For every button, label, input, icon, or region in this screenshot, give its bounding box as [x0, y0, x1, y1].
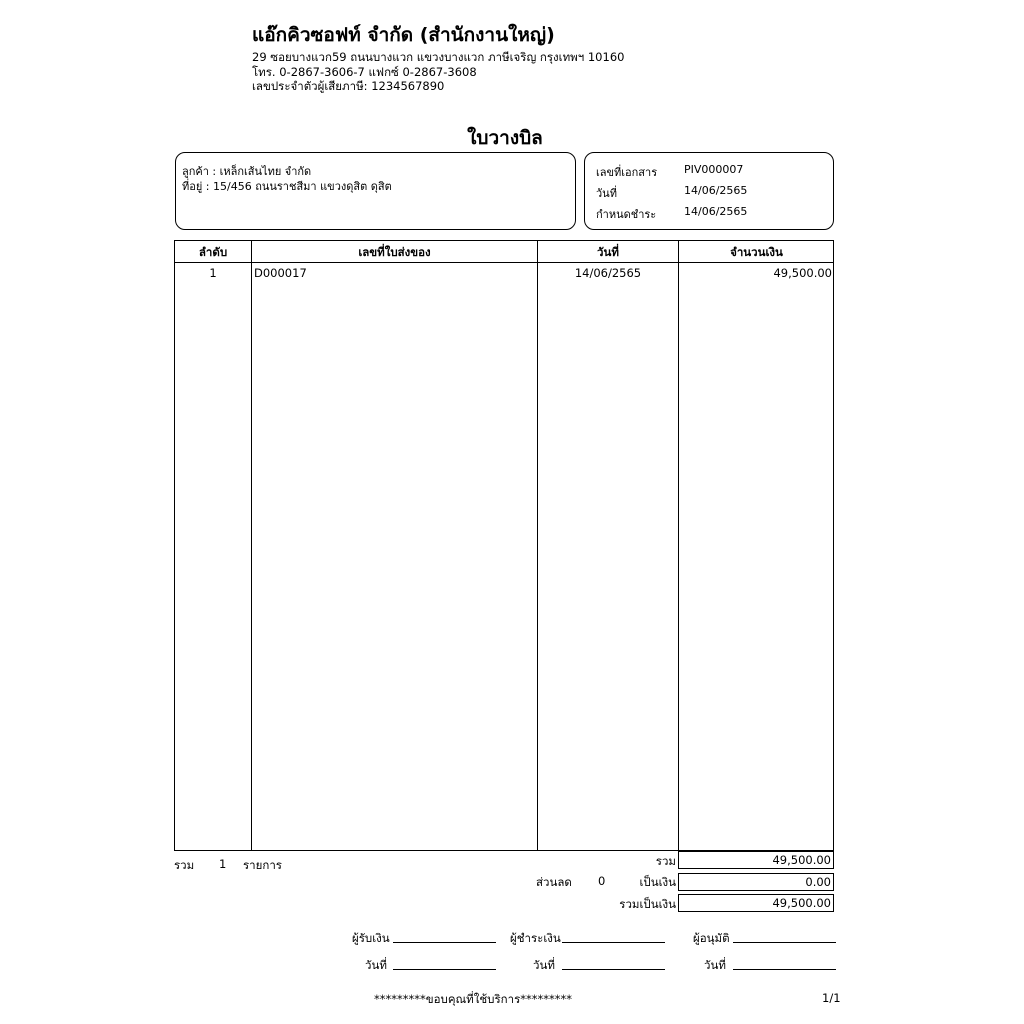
receiver-signature-line — [393, 942, 496, 943]
due-date-label: กำหนดชำระ — [596, 208, 657, 221]
items-label: รายการ — [243, 858, 282, 872]
customer-box — [175, 152, 576, 230]
row-seq: 1 — [209, 266, 217, 280]
discount-amount: 0.00 — [678, 873, 834, 891]
column-divider — [251, 241, 252, 850]
customer-name: ลูกค้า : เหล็กเส้นไทย จำกัด — [182, 165, 312, 178]
item-count: 1 — [219, 857, 227, 871]
company-tax-id: เลขประจำตัวผู้เสียภาษี: 1234567890 — [252, 79, 445, 93]
document-title: ใบวางบิล — [467, 127, 543, 149]
sum-value: 49,500.00 — [678, 851, 834, 869]
doc-date-label: วันที่ — [596, 187, 617, 200]
header-date: วันที่ — [597, 245, 619, 259]
approver-date-line — [733, 969, 836, 970]
doc-date-value: 14/06/2565 — [684, 184, 748, 197]
doc-number-value: PIV000007 — [684, 163, 744, 176]
column-divider — [537, 241, 538, 850]
header-amount: จำนวนเงิน — [730, 245, 783, 259]
company-name: แอ๊กคิวซอฟท์ จำกัด (สำนักงานใหญ่) — [252, 24, 555, 46]
receiver-date-label: วันที่ — [365, 958, 387, 972]
sum-label: รวม — [655, 854, 676, 868]
payer-label: ผู้ชำระเงิน — [510, 931, 561, 945]
header-delivery-no: เลขที่ใบส่งของ — [358, 245, 431, 259]
grand-total-value: 49,500.00 — [678, 894, 834, 912]
payer-signature-line — [562, 942, 665, 943]
payer-date-label: วันที่ — [533, 958, 555, 972]
doc-number-label: เลขที่เอกสาร — [596, 166, 658, 179]
thank-you-note: *********ขอบคุณที่ใช้บริการ********* — [374, 992, 573, 1006]
customer-address: ที่อยู่ : 15/456 ถนนราชสีมา แขวงดุสิต ดุสิต — [182, 180, 392, 193]
column-divider — [678, 241, 679, 850]
company-address: 29 ซอยบางแวก59 ถนนบางแวก แขวงบางแวก ภาษีเจริญ กรุงเทพฯ 10160 — [252, 50, 625, 64]
as-money-label: เป็นเงิน — [639, 875, 676, 889]
row-amount: 49,500.00 — [773, 266, 832, 280]
due-date-value: 14/06/2565 — [684, 205, 748, 218]
row-delivery-no: D000017 — [254, 266, 307, 280]
approver-label: ผู้อนุมัติ — [693, 931, 730, 945]
grand-total-label: รวมเป็นเงิน — [619, 897, 676, 911]
approver-signature-line — [733, 942, 836, 943]
payer-date-line — [562, 969, 665, 970]
page-number: 1/1 — [822, 991, 841, 1005]
row-date: 14/06/2565 — [574, 266, 642, 280]
discount-label: ส่วนลด — [536, 875, 572, 889]
discount-value: 0 — [598, 874, 606, 888]
total-label: รวม — [174, 858, 195, 872]
header-seq: ลำดับ — [198, 245, 228, 259]
receiver-date-line — [393, 969, 496, 970]
items-table — [174, 240, 834, 851]
approver-date-label: วันที่ — [704, 958, 726, 972]
header-divider — [175, 262, 833, 263]
receiver-label: ผู้รับเงิน — [352, 931, 390, 945]
company-phone: โทร. 0-2867-3606-7 แฟกซ์ 0-2867-3608 — [252, 65, 477, 79]
document-info-box — [584, 152, 834, 230]
